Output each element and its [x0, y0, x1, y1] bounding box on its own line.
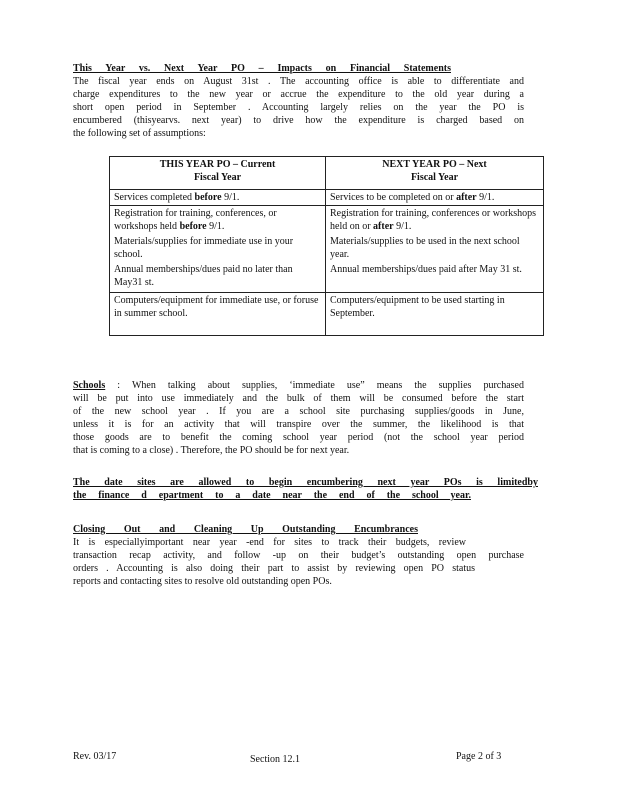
- table-cell: [326, 206, 544, 293]
- table-header-row: [110, 157, 544, 190]
- paragraph-line: unless it is for an activity that will transpire over the summer, the likelihood is that: [73, 419, 524, 430]
- next-year-po-header: [326, 157, 544, 190]
- paragraph-line: The fiscal year ends on August 31st . The accounting office is able to differentiate and: [73, 76, 524, 87]
- section-heading-this-vs-next-year: This Year vs. Next Year PO – Impacts on Financial Statements: [73, 63, 451, 74]
- cell-text: 9/1.: [476, 192, 495, 203]
- header-line: THIS YEAR PO – Current: [159, 159, 276, 170]
- paragraph-line: those goods are to benefit the coming school year period (not the school year period: [73, 432, 524, 443]
- po-comparison-table: [109, 156, 544, 336]
- note-line: The date sites are allowed to begin encumbering next year POs is limitedby: [73, 477, 538, 488]
- table-cell: [110, 190, 326, 206]
- cell-text: 9/1.: [206, 221, 225, 232]
- cell-paragraph: Annual memberships/dues paid after May 31 st.: [330, 264, 522, 275]
- schools-label: Schools: [73, 380, 106, 391]
- table-row: [110, 190, 544, 206]
- table-row: [110, 293, 544, 336]
- cell-text: Services completed: [114, 192, 195, 203]
- paragraph-line: [73, 379, 524, 392]
- cell-text: 9/1.: [221, 192, 240, 203]
- cell-text: Services to be completed on or: [330, 192, 457, 203]
- footer-section: Section 12.1: [250, 754, 300, 765]
- cell-paragraph: [330, 207, 539, 233]
- paragraph-line: It is especiallyimportant near year -end for sites to track their budgets, review: [73, 537, 466, 548]
- section-heading-closing-out: Closing Out and Cleaning Up Outstanding Encumbrances: [73, 524, 418, 535]
- paragraph-line: short open period in September . Accounting largely relies on the year the PO is: [73, 102, 524, 113]
- paragraph-line: encumbered (thisyearvs. next year) to drive how the expenditure is charged based on: [73, 115, 524, 126]
- table-cell: [326, 190, 544, 206]
- cell-paragraph: Annual memberships/dues paid no later than May31 st.: [114, 264, 293, 288]
- paragraph-line: that is coming to a close) . Therefore, the PO should be for next year.: [73, 445, 350, 456]
- encumbering-limit-note: [73, 476, 538, 502]
- cell-paragraph: Materials/supplies for immediate use in your school.: [114, 236, 294, 260]
- table-cell: [110, 206, 326, 293]
- closing-out-paragraph: [73, 536, 524, 588]
- paragraph-line: will be put into use immediately and the bulk of them will be consumed before the start: [73, 393, 524, 404]
- cell-text: Registration for training, conferences or workshops held on or: [330, 208, 537, 232]
- paragraph-line: transaction recap activity, and follow -up on their budget’s outstanding open purchase: [73, 550, 524, 561]
- header-line: Fiscal Year: [410, 172, 459, 183]
- cell-text: 9/1.: [393, 221, 412, 232]
- note-line: the finance d epartment to a date near the end of the school year.: [73, 490, 471, 501]
- fiscal-year-paragraph: [73, 75, 524, 140]
- paragraph-line: of the new school year . If you are a school site purchasing supplies/goods in June,: [73, 406, 524, 417]
- header-line: Fiscal Year: [193, 172, 242, 183]
- cell-paragraph: [114, 207, 321, 233]
- cell-bold-text: after: [456, 192, 477, 203]
- paragraph-line: reports and contacting sites to resolve old outstanding open POs.: [73, 576, 332, 587]
- schools-paragraph: [73, 379, 524, 457]
- footer-revision: Rev. 03/17: [73, 751, 117, 762]
- cell-paragraph: Materials/supplies to be used in the next school year.: [330, 236, 520, 260]
- cell-bold-text: before: [194, 192, 222, 203]
- footer-page-number: Page 2 of 3: [456, 751, 502, 762]
- paragraph-line-text: : When talking about supplies, ‘immediate use” means the supplies purchased: [117, 380, 524, 391]
- table-cell: Computers/equipment to be used starting in September.: [326, 293, 544, 336]
- cell-bold-text: before: [179, 221, 207, 232]
- table-cell: Computers/equipment for immediate use, or foruse in summer school.: [110, 293, 326, 336]
- cell-bold-text: after: [373, 221, 394, 232]
- paragraph-line: charge expenditures to the new year or accrue the expenditure to the old year during a: [73, 89, 524, 100]
- table-row: [110, 206, 544, 293]
- cell-text: Registration for training, conferences, or workshops held: [114, 208, 277, 232]
- this-year-po-header: [110, 157, 326, 190]
- header-line: NEXT YEAR PO – Next: [382, 159, 487, 170]
- paragraph-line: orders . Accounting is also doing their part to assist by reviewing open PO status: [73, 563, 475, 574]
- paragraph-line: the following set of assumptions:: [73, 128, 206, 139]
